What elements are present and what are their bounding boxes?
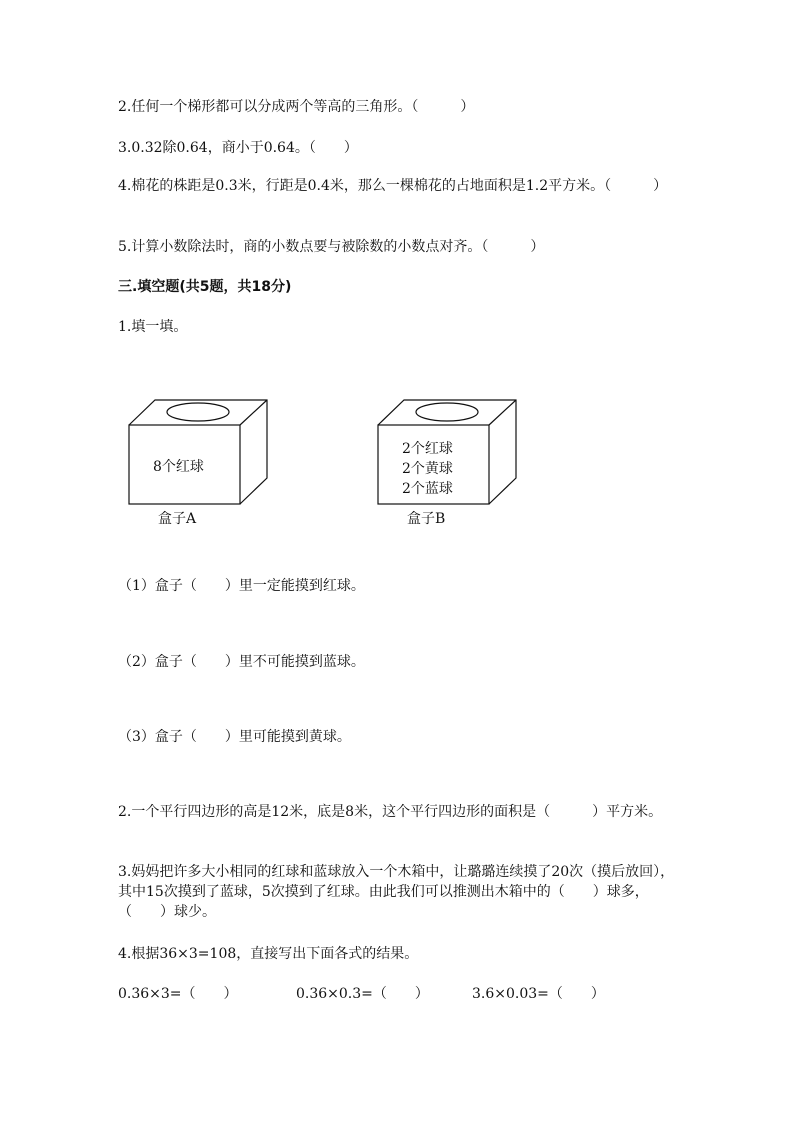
sub-question-2: （2）盒子（ ）里不可能摸到蓝球。: [118, 654, 365, 670]
calc-item-1: 0.36×3=（ ）: [118, 986, 238, 1002]
box-b-line-3: 2个蓝球: [402, 481, 453, 497]
section-heading: 三.填空题(共5题，共18分): [118, 279, 292, 295]
fill-question-3: 3.妈妈把许多大小相同的红球和蓝球放入一个木箱中，让璐璐连续摸了20次（摸后放回），其中15次摸到了蓝球，5次摸到了红球。由此我们可以推测出木箱中的（ ）球多，（ ）球少。: [118, 864, 675, 920]
box-a-caption: 盒子A: [158, 511, 197, 527]
box-a-drawing: [129, 400, 267, 504]
fill-question-2: 2.一个平行四边形的高是12米，底是8米，这个平行四边形的面积是（ ）平方米。: [118, 804, 663, 820]
box-b-caption: 盒子B: [407, 511, 446, 527]
question-3: 3.0.32除0.64，商小于0.64。（ ）: [118, 140, 358, 156]
box-a-content: 8个红球: [153, 459, 204, 475]
box-b-line-2: 2个黄球: [402, 461, 453, 477]
calc-item-3: 3.6×0.03=（ ）: [472, 986, 605, 1002]
sub-question-3: （3）盒子（ ）里可能摸到黄球。: [118, 729, 351, 745]
fill-question-1: 1.填一填。: [118, 319, 188, 335]
question-5: 5.计算小数除法时，商的小数点要与被除数的小数点对齐。（ ）: [118, 239, 545, 255]
calc-item-2: 0.36×0.3=（ ）: [296, 986, 429, 1002]
box-b-line-1: 2个红球: [402, 441, 453, 457]
question-2: 2.任何一个梯形都可以分成两个等高的三角形。（ ）: [118, 99, 475, 115]
sub-question-1: （1）盒子（ ）里一定能摸到红球。: [118, 578, 365, 594]
question-4: 4.棉花的株距是0.3米，行距是0.4米，那么一棵棉花的占地面积是1.2平方米。（ ）: [118, 178, 668, 194]
fill-question-4: 4.根据36×3=108，直接写出下面各式的结果。: [118, 946, 419, 962]
boxes-illustration: [0, 0, 794, 560]
